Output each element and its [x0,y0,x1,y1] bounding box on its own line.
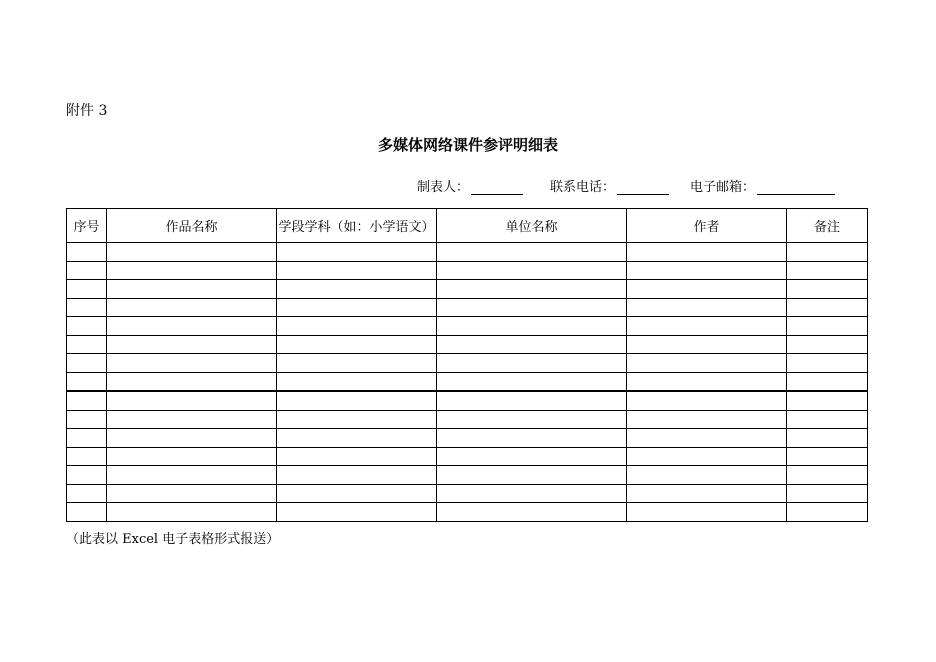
table-cell[interactable] [437,298,627,317]
table-row [67,410,868,429]
table-cell[interactable] [277,298,437,317]
table-cell[interactable] [437,243,627,262]
table-cell[interactable] [787,354,868,373]
table-row [67,261,868,280]
table-cell[interactable] [107,317,277,336]
table-cell[interactable] [277,261,437,280]
table-cell[interactable] [437,354,627,373]
table-row [67,372,868,391]
table-cell[interactable] [107,280,277,299]
table-cell[interactable] [787,298,868,317]
header-unit-name: 单位名称 [437,209,627,243]
table-cell[interactable] [787,372,868,391]
table-row [67,447,868,466]
table-cell[interactable] [67,503,107,522]
table-cell[interactable] [107,261,277,280]
phone-field [550,176,669,195]
table-cell[interactable] [107,503,277,522]
table-cell[interactable] [67,466,107,485]
table-cell[interactable] [107,243,277,262]
table-cell[interactable] [437,410,627,429]
table-cell[interactable] [437,317,627,336]
preparer-field [417,176,523,195]
table-cell[interactable] [787,503,868,522]
table-cell[interactable] [107,447,277,466]
header-serial: 序号 [67,209,107,243]
table-cell[interactable] [67,484,107,503]
table-cell[interactable] [787,391,868,410]
detail-table [66,208,868,522]
table-cell[interactable] [277,466,437,485]
table-cell[interactable] [67,335,107,354]
table-cell[interactable] [627,391,787,410]
attachment-label: 附件 3 [66,103,108,119]
table-cell[interactable] [627,317,787,336]
table-row [67,243,868,262]
table-cell[interactable] [627,261,787,280]
table-cell[interactable] [277,410,437,429]
table-cell[interactable] [277,335,437,354]
table-cell[interactable] [437,503,627,522]
table-cell[interactable] [787,280,868,299]
table-cell[interactable] [787,466,868,485]
table-cell[interactable] [107,372,277,391]
preparer-label: 制表人： [417,180,470,195]
table-cell[interactable] [67,447,107,466]
table-cell[interactable] [627,354,787,373]
table-row [67,484,868,503]
table-cell[interactable] [277,354,437,373]
table-header-row [67,209,868,243]
table-cell[interactable] [437,391,627,410]
table-cell[interactable] [787,410,868,429]
table-cell[interactable] [107,391,277,410]
phone-blank[interactable] [617,180,669,195]
table-body [67,243,868,522]
page-title [0,134,936,155]
table-cell[interactable] [437,466,627,485]
table-cell[interactable] [437,261,627,280]
table-row [67,298,868,317]
table-cell[interactable] [67,261,107,280]
table-row [67,335,868,354]
table-cell[interactable] [787,429,868,448]
header-work-name: 作品名称 [107,209,277,243]
table-cell[interactable] [107,410,277,429]
table-cell[interactable] [107,298,277,317]
table-cell[interactable] [67,410,107,429]
email-field [690,176,835,195]
table-row [67,429,868,448]
table-cell[interactable] [67,243,107,262]
table-cell[interactable] [437,429,627,448]
table-row [67,466,868,485]
header-author: 作者 [627,209,787,243]
table-cell[interactable] [627,298,787,317]
table-cell[interactable] [627,243,787,262]
table-cell[interactable] [627,466,787,485]
table-cell[interactable] [627,447,787,466]
table-cell[interactable] [277,429,437,448]
table-cell[interactable] [437,280,627,299]
table-cell[interactable] [107,335,277,354]
table-cell[interactable] [67,317,107,336]
table-cell[interactable] [437,372,627,391]
table-cell[interactable] [627,280,787,299]
table-cell[interactable] [437,335,627,354]
table-cell[interactable] [67,354,107,373]
email-label: 电子邮箱： [690,180,756,195]
table-cell[interactable] [627,429,787,448]
table-cell[interactable] [787,261,868,280]
table-cell[interactable] [277,280,437,299]
table-row [67,280,868,299]
table-cell[interactable] [627,484,787,503]
preparer-blank[interactable] [471,180,523,195]
table-row [67,354,868,373]
table-cell[interactable] [277,317,437,336]
table-cell[interactable] [67,298,107,317]
table-cell[interactable] [107,429,277,448]
table-cell[interactable] [107,484,277,503]
table-cell[interactable] [787,317,868,336]
table-cell[interactable] [67,429,107,448]
table-cell[interactable] [627,503,787,522]
table-row [67,503,868,522]
table-cell[interactable] [67,391,107,410]
header-subject: 学段学科（如：小学语文） [277,209,437,243]
table-cell[interactable] [277,484,437,503]
table-cell[interactable] [67,280,107,299]
table-cell[interactable] [437,484,627,503]
table-cell[interactable] [277,372,437,391]
table-cell[interactable] [67,372,107,391]
table-cell[interactable] [787,484,868,503]
table-cell[interactable] [627,410,787,429]
phone-label: 联系电话： [550,180,616,195]
table-row [67,317,868,336]
table-cell[interactable] [107,466,277,485]
table-cell[interactable] [787,243,868,262]
footnote: （此表以 Excel 电子表格形式报送） [66,532,280,547]
header-remarks: 备注 [787,209,868,243]
email-blank[interactable] [757,180,835,195]
table-cell[interactable] [627,335,787,354]
table-cell[interactable] [277,503,437,522]
page-title-text: 多媒体网络课件参评明细表 [377,136,558,154]
table-cell[interactable] [277,447,437,466]
table-cell[interactable] [277,391,437,410]
table-cell[interactable] [107,354,277,373]
table-row [67,391,868,410]
table-cell[interactable] [437,447,627,466]
table-cell[interactable] [627,372,787,391]
table-cell[interactable] [787,335,868,354]
table-cell[interactable] [787,447,868,466]
table-cell[interactable] [277,243,437,262]
